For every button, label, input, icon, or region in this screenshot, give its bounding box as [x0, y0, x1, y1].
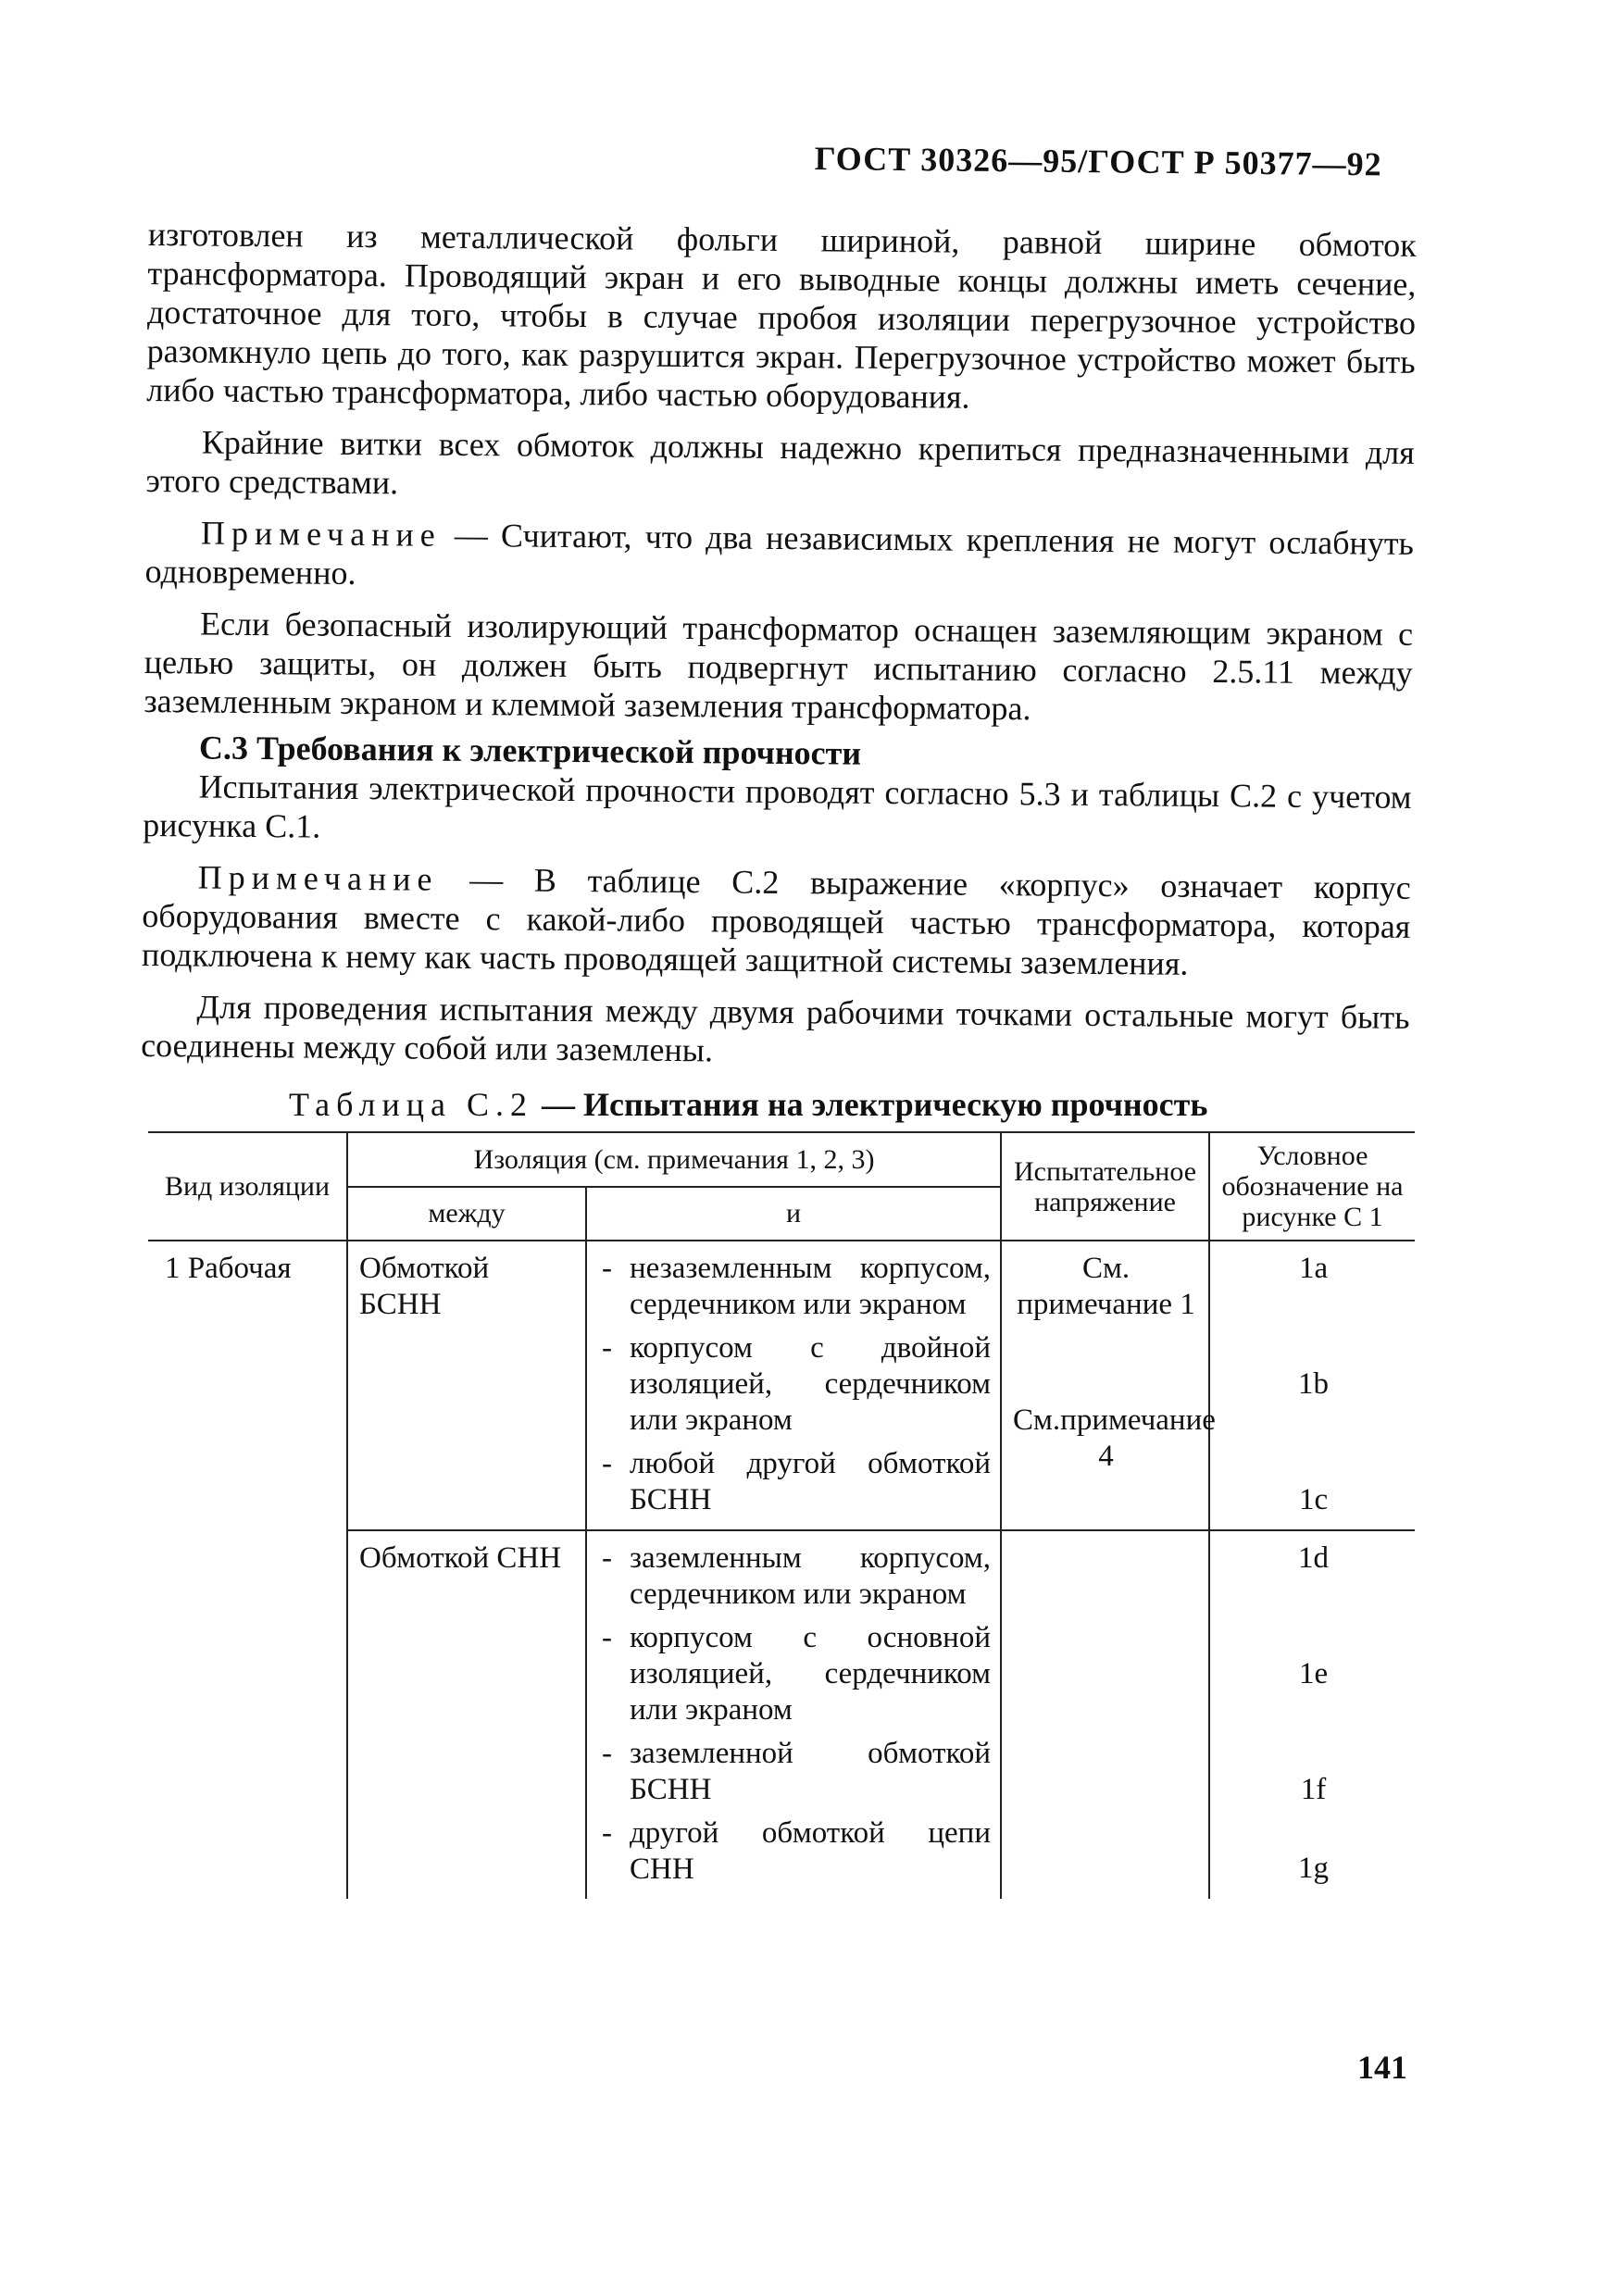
figure-ref: 1d [1298, 1541, 1330, 1575]
header-insulation-type: Вид изоляции [148, 1132, 347, 1241]
item-text: незаземленным корпусом, сердечником или экраном [630, 1252, 992, 1321]
dash: - [602, 1331, 612, 1365]
dash: - [602, 1252, 612, 1285]
table-header-row [148, 1132, 1415, 1187]
electric-strength-table [148, 1131, 1415, 1899]
item-text: корпусом с основной изоляцией, сердечником или экраном [630, 1621, 992, 1727]
header-and: и [586, 1187, 1001, 1241]
dash: - [602, 1447, 612, 1480]
item-text: другой обмоткой цепи СНН [630, 1816, 992, 1886]
header-between: между [347, 1187, 586, 1241]
dash: - [602, 1541, 612, 1575]
item-text: любой другой обмоткой БСНН [630, 1447, 992, 1516]
cell-voltage [1001, 1241, 1216, 1530]
table-caption-title: — Испытания на электрическую прочность [532, 1086, 1208, 1123]
figure-ref: 1b [1298, 1367, 1330, 1401]
cell-voltage [1001, 1530, 1209, 1899]
figure-ref: 1e [1298, 1657, 1329, 1690]
voltage-note-1: См. примечание 1 [1017, 1252, 1195, 1321]
spacer [1013, 1330, 1199, 1403]
item-text: заземленным корпусом, сердечником или экраном [630, 1541, 992, 1611]
header-figure-designation: Условное обозначение на рисунке С 1 [1209, 1132, 1415, 1241]
table-row [148, 1241, 1415, 1530]
paragraph-grounding-screen: Если безопасный изолирующий трансформатор оснащен заземляющим экраном с целью защиты, он должен быть подвергнут испытанию согласно 2.5.11 между заземленным экраном и клеммой заземления трансформатора. [144, 605, 1414, 728]
note-1-text: — Считают, что два независимых крепления не могут ослабнуть одновременно. [144, 516, 1415, 592]
figure-ref: 1c [1298, 1483, 1329, 1516]
cell-between-bsnn: Обмоткой БСНН [347, 1241, 586, 1530]
note-2-text: — В таблице С.2 выражение «корпус» означает корпус оборудования вместе с какой-либо проводящей частью трансформатора, которая подключена к нему как часть проводящей защитной системы заземления. [141, 860, 1411, 982]
table-caption-label: Таблица С.2 [289, 1086, 533, 1123]
note-1-label: Примечание [200, 514, 442, 554]
body-text [141, 215, 1417, 1076]
figure-ref: 1g [1298, 1852, 1330, 1885]
figure-ref: 1a [1298, 1252, 1329, 1285]
header-test-voltage: Испытательное напряжение [1001, 1132, 1209, 1241]
figure-ref: 1f [1300, 1773, 1327, 1806]
note-1 [144, 513, 1414, 602]
table-caption [289, 1085, 1207, 1124]
list-item [598, 1446, 991, 1518]
paragraph-test-points: Для проведения испытания между двумя рабочими точками остальные могут быть соединены между собой или заземлены. [140, 988, 1410, 1069]
list-item [598, 1620, 991, 1728]
dash: - [602, 1621, 612, 1654]
cell-figure [1209, 1241, 1415, 1530]
paragraph-winding-fastening: Крайние витки всех обмоток должны надежно крепиться предназначенными для этого средствами. [145, 423, 1415, 502]
note-2-label: Примечание [197, 858, 439, 898]
item-text: корпусом с двойной изоляцией, сердечником или экраном [630, 1331, 992, 1437]
document-header: ГОСТ 30326—95/ГОСТ Р 50377—92 [814, 139, 1382, 183]
cell-and-list [586, 1241, 1001, 1530]
paragraph-continuation: изготовлен из металлической фольги шириной, равной ширине обмоток трансформатора. Проводящий экран и его выводные концы должны иметь сечение, достаточное для того, чтобы в случае пробоя изоляции перегрузочное устройство разомкнуло цепь до того, как разрушится экран. Перегрузочное устройство может быть либо частью трансформатора, либо частью оборудования. [146, 215, 1417, 416]
list-item [598, 1330, 991, 1439]
cell-between-snn: Обмоткой СНН [347, 1530, 586, 1899]
header-insulation: Изоляция (см. примечания 1, 2, 3) [347, 1132, 1001, 1187]
cell-figure [1209, 1530, 1415, 1899]
voltage-note-4: См.примечание 4 [1013, 1403, 1216, 1473]
paragraph-strength-tests: Испытания электрической прочности проводят согласно 5.3 и таблицы С.2 с учетом рисунка С.1. [143, 767, 1412, 845]
cell-insulation-type: 1 Рабочая [165, 1252, 292, 1285]
list-item [598, 1251, 991, 1323]
dash: - [602, 1737, 612, 1770]
cell-and-list [586, 1530, 1001, 1899]
list-item [598, 1540, 991, 1613]
page-number: 141 [1357, 2049, 1407, 2086]
item-text: заземленной обмоткой БСНН [630, 1737, 992, 1806]
list-item [598, 1815, 991, 1888]
list-item [598, 1736, 991, 1808]
dash: - [602, 1816, 612, 1850]
section-heading: С.3 Требования к электрической прочности [198, 729, 862, 772]
note-2 [142, 857, 1411, 985]
